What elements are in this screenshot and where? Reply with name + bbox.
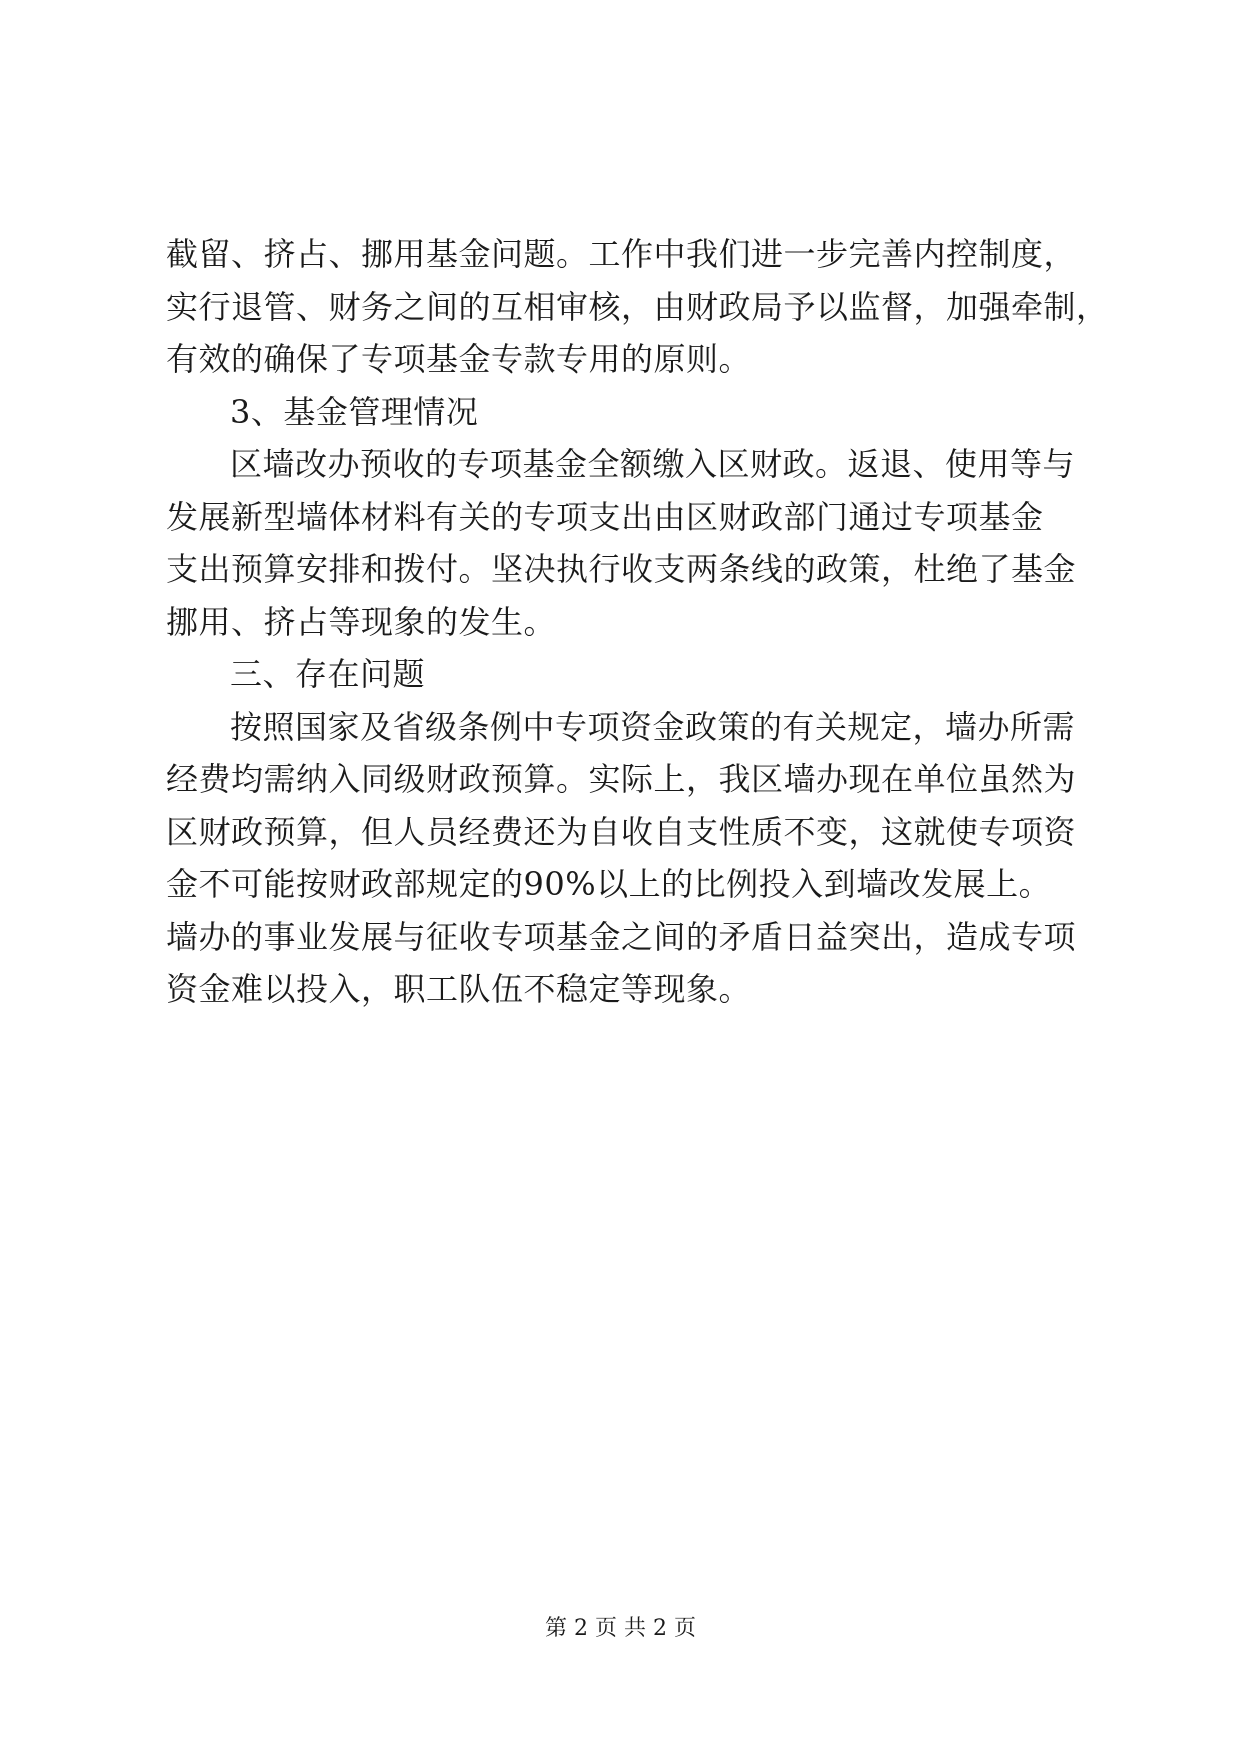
paragraph-continuation-line: 实行退管、财务之间的互相审核，由财政局予以监督，加强牵制，: [166, 287, 1109, 326]
paragraph-line: 经费均需纳入同级财政预算。实际上，我区墙办现在单位虽然为: [166, 760, 1077, 798]
section-heading-fund-management: 3、基金管理情况: [230, 392, 479, 431]
paragraph-continuation-line: 有效的确保了专项基金专款专用的原则。: [166, 340, 752, 378]
section-heading-existing-problems: 三、存在问题: [230, 655, 426, 693]
paragraph-line: 区财政预算，但人员经费还为自收自支性质不变，这就使专项资: [166, 812, 1077, 851]
paragraph-continuation-line: 截留、挤占、挪用基金问题。工作中我们进一步完善内控制度，: [166, 235, 1077, 273]
paragraph-line: 墙办的事业发展与征收专项基金之间的矛盾日益突出，造成专项: [166, 917, 1077, 956]
paragraph-line: 区墙改办预收的专项基金全额缴入区财政。返退、使用等与: [230, 445, 1076, 483]
paragraph-line: 资金难以投入，职工队伍不稳定等现象。: [166, 970, 752, 1008]
paragraph-line: 发展新型墙体材料有关的专项支出由区财政部门通过专项基金: [166, 497, 1044, 536]
paragraph-line: 按照国家及省级条例中专项资金政策的有关规定，墙办所需: [230, 707, 1076, 746]
paragraph-line: 金不可能按财政部规定的90%以上的比例投入到墙改发展上。: [166, 865, 1052, 903]
paragraph-line: 支出预算安排和拨付。坚决执行收支两条线的政策，杜绝了基金: [166, 550, 1077, 588]
document-body: [166, 228, 1109, 1016]
page-number-footer: 第 2 页 共 2 页: [545, 1616, 696, 1641]
paragraph-line: 挪用、挤占等现象的发生。: [166, 602, 557, 641]
